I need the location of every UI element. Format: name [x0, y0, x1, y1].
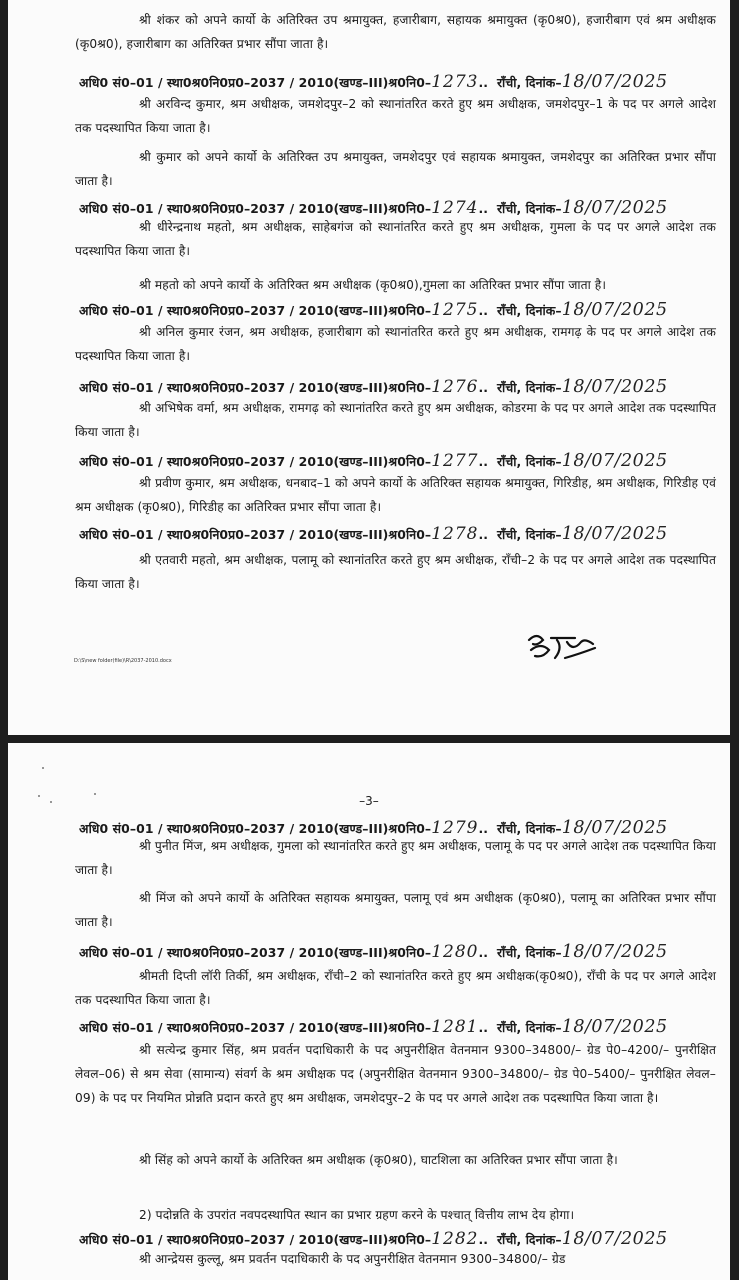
handwritten-date: 18/07/2025 — [561, 818, 668, 838]
document-page-2 — [8, 743, 730, 1280]
paragraph: श्री अनिल कुमार रंजन, श्रम अधीक्षक, हजारीबाग को स्थानांतरित करते हुए श्रम अधीक्षक, रामगढ़ के पद पर अगले आदेश तक पदस्थापित किया जाता है। — [75, 325, 716, 363]
paragraph: श्री सत्येन्द्र कुमार सिंह, श्रम प्रवर्तन पदाधिकारी के पद अपुनरीक्षित वेतनमान 9300–34800/– ग्रेड पे0–4200/– पुनरीक्षित लेवल–06) से श्रम सेवा (सामान्य) संवर्ग के श्रम अधीक्षक पद (अपुनरीक्षित वेतनमान 9300–34800/– ग्रेड पे0–5400/– पुनरीक्षित लेवल–09) के पद पर नियमित प्रोन्नति प्रदान करते हुए श्रम अधीक्षक, जमशेदपुर–2 के पद पर अगले आदेश तक पदस्थापित किया जाता है। — [75, 1043, 716, 1105]
paragraph: श्री महतो को अपने कार्यो के अतिरिक्त श्रम अधीक्षक (कृ0श्र0),गुमला का अतिरिक्त प्रभार सौंपा जाता है। — [139, 278, 607, 292]
order-header: अधि0 सं0–01 / स्था0श्र0नि0प्र0–2037 / 2010(खण्ड–III)श्र0नि0–1274.. राँची, दिनांक–18/07/2025 — [79, 198, 668, 218]
paragraph: श्रीमती दिप्ती लॉरी तिर्की, श्रम अधीक्षक, राँची–2 को स्थानांतरित करते हुए श्रम अधीक्षक(कृ0श्र0), राँची के पद पर अगले आदेश तक पदस्थापित किया जाता है। — [75, 969, 716, 1007]
order-header: अधि0 सं0–01 / स्था0श्र0नि0प्र0–2037 / 2010(खण्ड–III)श्र0नि0–1282.. राँची, दिनांक–18/07/2025 — [79, 1229, 668, 1249]
handwritten-order-number: 1274 — [431, 198, 479, 218]
paragraph: 2) पदोन्नति के उपरांत नवपदस्थापित स्थान का प्रभार ग्रहण करने के पश्चात् वित्तीय लाभ देय होगा। — [139, 1208, 575, 1222]
handwritten-date: 18/07/2025 — [561, 942, 668, 962]
signature — [523, 628, 603, 668]
handwritten-order-number: 1273 — [431, 72, 479, 92]
handwritten-order-number: 1280 — [431, 942, 479, 962]
handwritten-order-number: 1279 — [431, 818, 479, 838]
page-number: –3– — [359, 794, 379, 808]
handwritten-date: 18/07/2025 — [561, 198, 668, 218]
handwritten-date: 18/07/2025 — [561, 72, 668, 92]
handwritten-order-number: 1278 — [431, 524, 479, 544]
paragraph: श्री मिंज को अपने कार्यो के अतिरिक्त सहायक श्रमायुक्त, पलामू एवं श्रम अधीक्षक (कृ0श्र0), पलामू का अतिरिक्त प्रभार सौंपा जाता है। — [75, 891, 716, 929]
order-header: अधि0 सं0–01 / स्था0श्र0नि0प्र0–2037 / 2010(खण्ड–III)श्र0नि0–1281.. राँची, दिनांक–18/07/2025 — [79, 1017, 668, 1037]
paragraph: श्री पुनीत मिंज, श्रम अधीक्षक, गुमला को स्थानांतरित करते हुए श्रम अधीक्षक, पलामू के पद पर अगले आदेश तक पदस्थापित किया जाता है। — [75, 839, 716, 877]
order-header: अधि0 सं0–01 / स्था0श्र0नि0प्र0–2037 / 2010(खण्ड–III)श्र0नि0–1279.. राँची, दिनांक–18/07/2025 — [79, 818, 668, 838]
paragraph: श्री प्रवीण कुमार, श्रम अधीक्षक, धनबाद–1 को अपने कार्यो के अतिरिक्त सहायक श्रमायुक्त, गिरिडीह, श्रम अधीक्षक, गिरिडीह एवं श्रम अधीक्षक (कृ0श्र0), गिरिडीह का अतिरिक्त प्रभार सौंपा जाता है। — [75, 476, 716, 514]
scan-speck — [42, 767, 44, 769]
order-header: अधि0 सं0–01 / स्था0श्र0नि0प्र0–2037 / 2010(खण्ड–III)श्र0नि0–1280.. राँची, दिनांक–18/07/2025 — [79, 942, 668, 962]
file-path: D:\S\new folder(file)\R\2037-2010.docx — [74, 658, 172, 664]
paragraph: श्री सिंह को अपने कार्यो के अतिरिक्त श्रम अधीक्षक (कृ0श्र0), घाटशिला का अतिरिक्त प्रभार सौंपा जाता है। — [139, 1153, 618, 1167]
document-page-1 — [8, 0, 730, 735]
order-header: अधि0 सं0–01 / स्था0श्र0नि0प्र0–2037 / 2010(खण्ड–III)श्र0नि0–1277.. राँची, दिनांक–18/07/2025 — [79, 451, 668, 471]
paragraph: श्री एतवारी महतो, श्रम अधीक्षक, पलामू को स्थानांतरित करते हुए श्रम अधीक्षक, राँची–2 के पद पर अगले आदेश तक पदस्थापित किया जाता है। — [75, 553, 716, 591]
order-header: अधि0 सं0–01 / स्था0श्र0नि0प्र0–2037 / 2010(खण्ड–III)श्र0नि0–1276.. राँची, दिनांक–18/07/2025 — [79, 377, 668, 397]
handwritten-order-number: 1282 — [431, 1229, 479, 1249]
order-header: अधि0 सं0–01 / स्था0श्र0नि0प्र0–2037 / 2010(खण्ड–III)श्र0नि0–1275.. राँची, दिनांक–18/07/2025 — [79, 300, 668, 320]
paragraph: श्री आन्द्रेयस कुल्लू, श्रम प्रवर्तन पदाधिकारी के पद अपुनरीक्षित वेतनमान 9300–34800/– ग्रेड — [139, 1252, 566, 1266]
paragraph: श्री कुमार को अपने कार्यो के अतिरिक्त उप श्रमायुक्त, जमशेदपुर एवं सहायक श्रमायुक्त, जमशेदपुर का अतिरिक्त प्रभार सौंपा जाता है। — [75, 150, 716, 188]
handwritten-order-number: 1275 — [431, 300, 479, 320]
handwritten-date: 18/07/2025 — [561, 1017, 668, 1037]
handwritten-order-number: 1281 — [431, 1017, 479, 1037]
handwritten-date: 18/07/2025 — [561, 451, 668, 471]
handwritten-date: 18/07/2025 — [561, 300, 668, 320]
handwritten-date: 18/07/2025 — [561, 524, 668, 544]
handwritten-order-number: 1277 — [431, 451, 479, 471]
paragraph: श्री अरविन्द कुमार, श्रम अधीक्षक, जमशेदपुर–2 को स्थानांतरित करते हुए श्रम अधीक्षक, जमशेदपुर–1 के पद पर अगले आदेश तक पदस्थापित किया जाता है। — [75, 97, 716, 135]
paragraph: श्री शंकर को अपने कार्यो के अतिरिक्त उप श्रमायुक्त, हजारीबाग, सहायक श्रमायुक्त (कृ0श्र0), हजारीबाग एवं श्रम अधीक्षक (कृ0श्र0), हजारीबाग का अतिरिक्त प्रभार सौंपा जाता है। — [75, 13, 716, 51]
paragraph: श्री अभिषेक वर्मा, श्रम अधीक्षक, रामगढ़ को स्थानांतरित करते हुए श्रम अधीक्षक, कोडरमा के पद पर अगले आदेश तक पदस्थापित किया जाता है। — [75, 401, 716, 439]
handwritten-date: 18/07/2025 — [561, 377, 668, 397]
handwritten-date: 18/07/2025 — [561, 1229, 668, 1249]
handwritten-order-number: 1276 — [431, 377, 479, 397]
paragraph: श्री धीरेन्द्रनाथ महतो, श्रम अधीक्षक, साहेबगंज को स्थानांतरित करते हुए श्रम अधीक्षक, गुमला के पद पर अगले आदेश तक पदस्थापित किया जाता है। — [75, 220, 716, 258]
order-header: अधि0 सं0–01 / स्था0श्र0नि0प्र0–2037 / 2010(खण्ड–III)श्र0नि0–1273.. राँची, दिनांक–18/07/2025 — [79, 72, 668, 92]
order-header: अधि0 सं0–01 / स्था0श्र0नि0प्र0–2037 / 2010(खण्ड–III)श्र0नि0–1278.. राँची, दिनांक–18/07/2025 — [79, 524, 668, 544]
